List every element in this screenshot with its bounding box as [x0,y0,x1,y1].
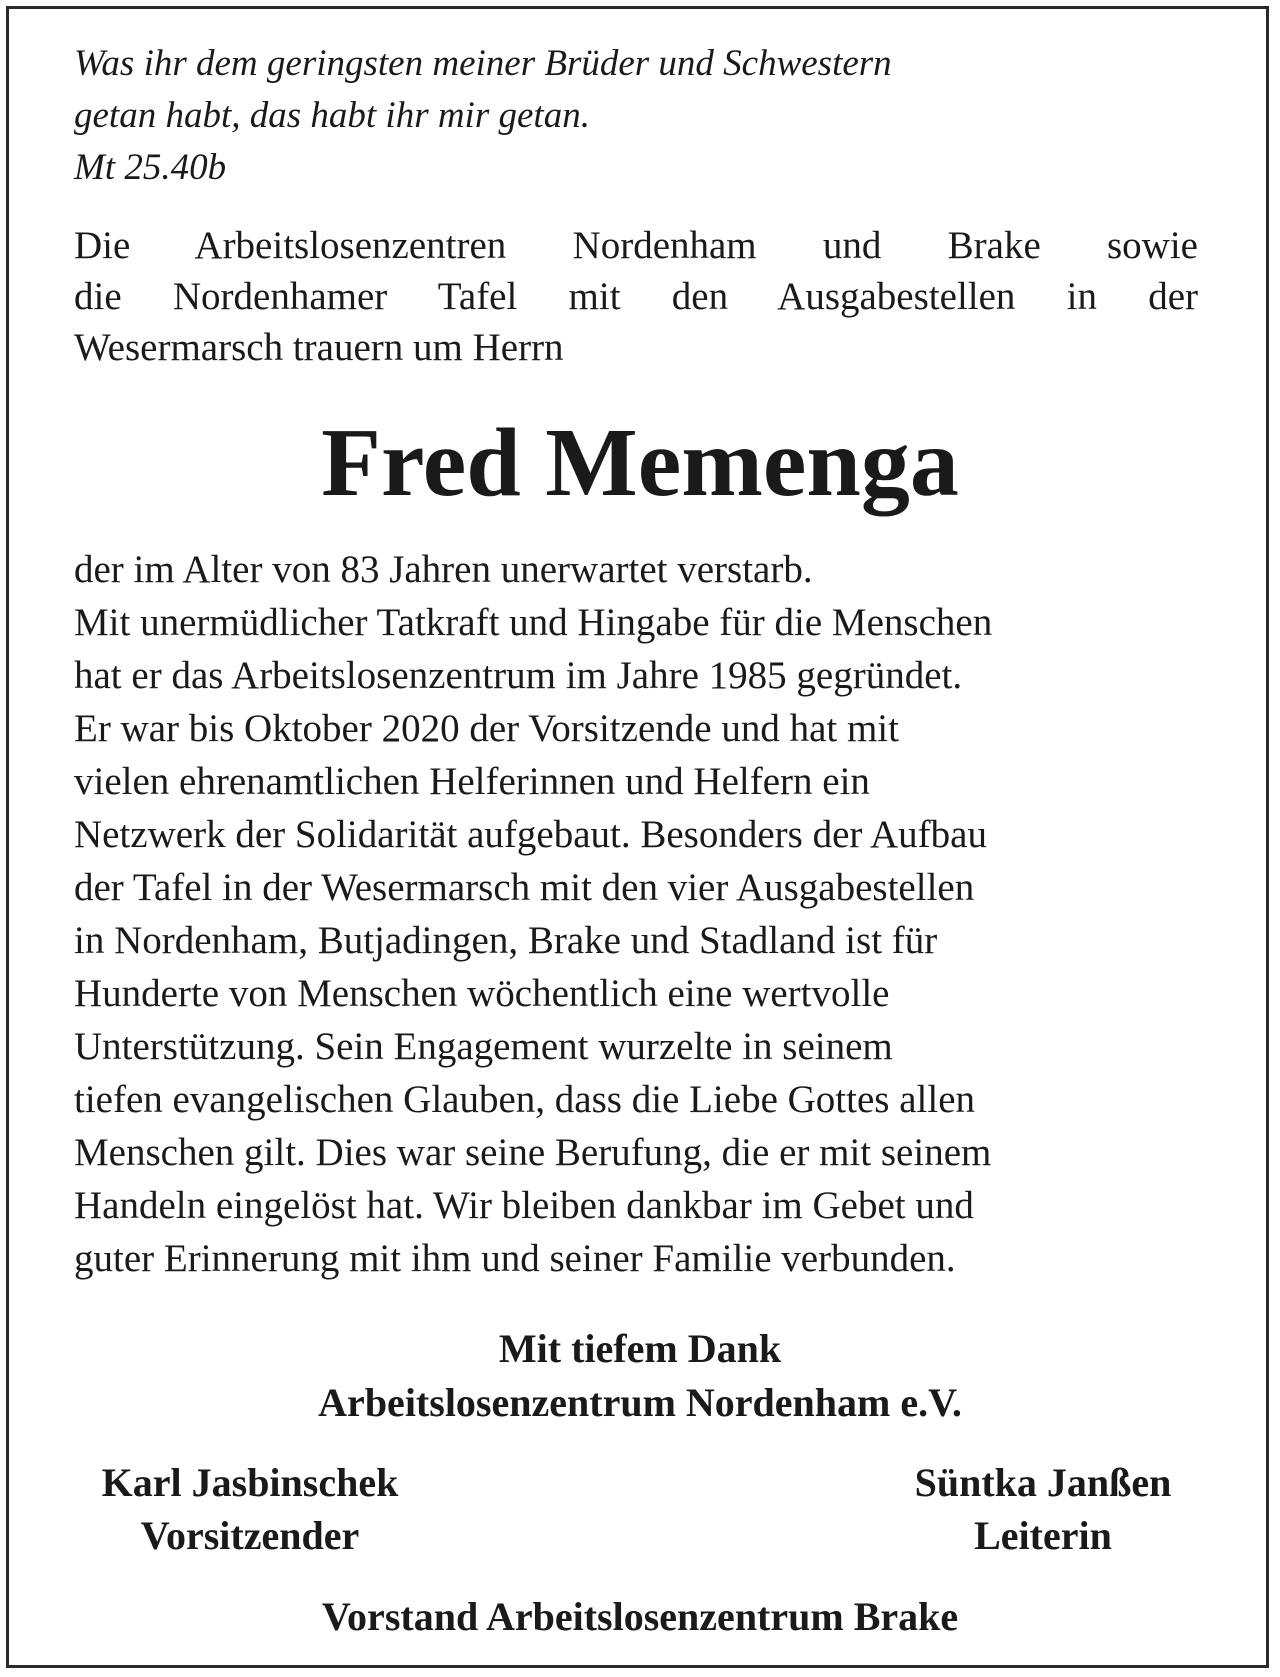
tribute-line: der im Alter von 83 Jahren unerwartet verstarb. [74,548,813,591]
deceased-name: Fred Memenga [321,409,959,517]
tribute-line: Mit unermüdlicher Tatkraft und Hingabe für die Menschen [74,601,993,644]
signatory-role: Leiterin [974,1513,1112,1558]
tribute-line: tiefen evangelischen Glauben, dass die Liebe Gottes allen [74,1078,975,1121]
tribute-line: Er war bis Oktober 2020 der Vorsitzende und hat mit [74,707,899,750]
closing-organization: Arbeitslosenzentrum Nordenham e.V. [318,1380,962,1425]
tribute-line: guter Erinnerung mit ihm und seiner Familie verbunden. [74,1237,956,1280]
tribute-line: Unterstützung. Sein Engagement wurzelte in seinem [74,1025,893,1068]
quote-line: getan habt, das habt ihr mir getan. [74,95,590,136]
closing-thanks: Mit tiefem Dank [498,1326,782,1371]
tribute-line: Hunderte von Menschen wöchentlich eine wertvolle [74,972,890,1015]
signatory-right [888,1456,1198,1562]
tribute-line: hat er das Arbeitslosenzentrum im Jahre 1985 gegründet. [74,654,963,697]
tribute-line: Menschen gilt. Dies war seine Berufung, die er mit seinem [74,1131,992,1174]
quote-reference: Mt 25.40b [74,147,227,188]
tribute-line: Handeln eingelöst hat. Wir bleiben dankbar im Gebet und [74,1184,974,1227]
signatory-left [74,1456,426,1562]
tribute-line: vielen ehrenamtlichen Helferinnen und Helfern ein [74,760,870,803]
signatory-role: Vorsitzender [140,1513,360,1558]
bible-quote [74,38,1198,194]
intro-paragraph [74,220,1198,373]
signatory-name: Süntka Janßen [914,1460,1172,1505]
closing-board: Vorstand Arbeitslosenzentrum Brake [321,1594,959,1639]
tribute-paragraph [74,543,1214,1285]
intro-line: Wesermarsch trauern um Herrn [74,326,564,369]
intro-line: Die Arbeitslosenzentren Nordenham und Brake sowie [74,224,1198,267]
tribute-line: der Tafel in der Wesermarsch mit den vier Ausgabestellen [74,866,975,909]
tribute-line: Netzwerk der Solidarität aufgebaut. Besonders der Aufbau [74,813,987,856]
signatory-name: Karl Jasbinschek [101,1460,399,1505]
tribute-line: in Nordenham, Butjadingen, Brake und Stadland ist für [74,919,938,962]
quote-line: Was ihr dem geringsten meiner Brüder und Schwestern [74,43,892,84]
intro-line: die Nordenhamer Tafel mit den Ausgabestellen in der [74,275,1198,318]
